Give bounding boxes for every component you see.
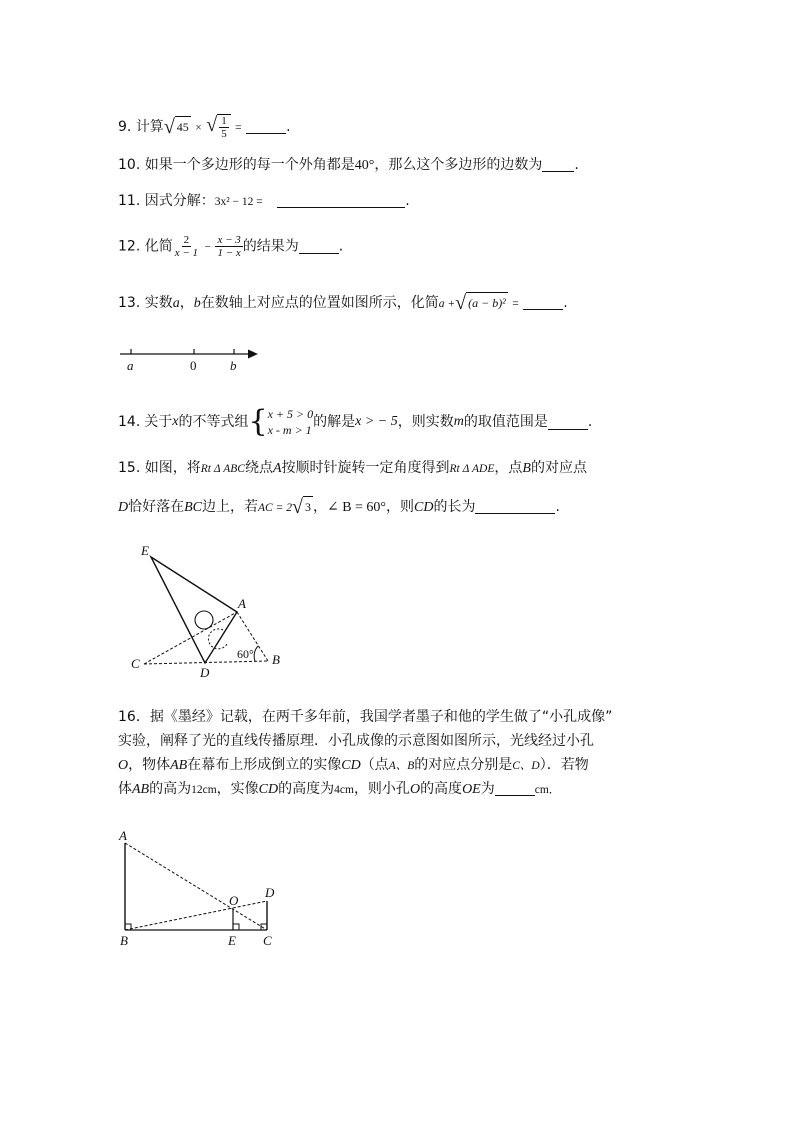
label-b: b xyxy=(230,358,237,373)
question-number: 12. xyxy=(118,238,141,255)
question-number: 9. xyxy=(118,119,132,135)
question-text-7: 为 xyxy=(480,781,495,797)
ray-bd xyxy=(125,901,267,930)
segment-oe: OE xyxy=(462,782,481,797)
var-m: m xyxy=(453,414,464,429)
segment-cd: CD xyxy=(414,500,434,515)
sqrt-one-fifth: √ $\frac{1}{5}$ xyxy=(206,114,230,140)
question-text: 化简 xyxy=(144,238,173,255)
unit-cm: cm． xyxy=(534,784,561,796)
question-15-line-2 xyxy=(118,496,560,518)
question-10 xyxy=(118,155,579,176)
question-text: 计算 xyxy=(135,119,164,135)
equals-sign: = xyxy=(512,298,519,310)
ray-ac xyxy=(125,843,267,930)
fraction-1: $\frac{2}{x - 1}$ xyxy=(174,234,199,259)
segment-ab: AB xyxy=(170,758,188,773)
question-text-4: ，点 xyxy=(494,460,523,476)
label-c: C xyxy=(131,656,140,671)
period: . xyxy=(587,414,593,430)
inequality-system: { x + 5 > 0 x - m > 1 xyxy=(248,404,314,439)
times-sign: × xyxy=(195,122,202,134)
label-e: E xyxy=(141,543,149,558)
answer-blank[interactable] xyxy=(277,193,405,208)
question-text-5: ）．若物 xyxy=(539,757,589,773)
point-d: D xyxy=(118,500,129,515)
sqrt-expression: √ (a − b)² xyxy=(455,292,506,314)
answer-blank[interactable] xyxy=(246,119,286,134)
question-12 xyxy=(118,234,343,259)
question-number: 11. xyxy=(118,193,141,209)
label-b: B xyxy=(272,652,280,667)
question-text-2: 的结果为 xyxy=(242,238,299,255)
angle-b-arc-icon xyxy=(254,646,258,661)
question-text-2: 在数轴上对应点的位置如图所示，化简 xyxy=(200,295,439,311)
question-text: 16．据《墨经》记载，在两千多年前，我国学者墨子和他的学生做了“小孔成像” xyxy=(118,709,613,725)
var-x: x xyxy=(172,414,179,429)
question-text: 恰好落在 xyxy=(128,499,185,515)
question-text: 体 xyxy=(118,781,132,797)
ac-value: AC = 2 xyxy=(258,502,292,514)
label-e: E xyxy=(228,933,236,948)
label-a: A xyxy=(119,828,127,843)
segment-ab: AB xyxy=(132,782,150,797)
period: . xyxy=(563,295,568,311)
label-a: A xyxy=(238,596,246,611)
question-text-5: 的取值范围是 xyxy=(463,414,548,430)
question-13 xyxy=(118,292,568,314)
point-o: O xyxy=(118,758,129,773)
question-text: ，物体 xyxy=(128,757,171,773)
solution: x > − 5 xyxy=(355,414,398,429)
segment-cd: CD xyxy=(341,758,361,773)
sqrt-45: √ 45 xyxy=(163,116,189,138)
label-b: B xyxy=(120,933,128,948)
question-text-2: 的高为 xyxy=(149,781,192,797)
angle-60-label: 60° xyxy=(237,647,254,661)
question-text: 关于 xyxy=(144,414,173,430)
question-text: 实验，阐释了光的直线传播原理．小孔成像的示意图如图所示，光线经过小孔 xyxy=(118,733,594,749)
question-text: 因式分解： xyxy=(144,193,215,209)
right-angle-e-icon xyxy=(233,924,239,930)
question-text-2: 的不等式组 xyxy=(178,414,249,430)
question-text-6: 的高度 xyxy=(420,781,463,797)
question-number: 14. xyxy=(118,414,141,430)
question-16-line-2 xyxy=(118,731,594,751)
question-text-4: 的高度为 xyxy=(278,781,335,797)
answer-blank[interactable] xyxy=(475,499,555,514)
points-ab: A、B xyxy=(388,760,415,772)
minus-sign: − xyxy=(204,241,211,254)
segment-bc: BC xyxy=(184,500,203,515)
question-15-line-1 xyxy=(118,458,587,479)
number-line-figure xyxy=(116,340,266,376)
period: . xyxy=(405,193,410,209)
question-text-3: 按顺时针旋转一定角度得到 xyxy=(281,460,450,476)
height-ab: 12cm xyxy=(191,784,217,796)
period: . xyxy=(286,119,291,135)
arrow-head-icon xyxy=(248,350,258,359)
triangle-abc: Rt Δ ABC xyxy=(200,463,245,475)
question-text-5: 的对应点 xyxy=(530,460,587,476)
question-16-line-1 xyxy=(118,707,612,727)
sqrt-3: √ 3 xyxy=(291,496,311,518)
answer-blank[interactable] xyxy=(495,781,535,796)
question-text-3: ，实像 xyxy=(216,781,259,797)
question-text-3: 的解是 xyxy=(313,414,356,430)
answer-blank[interactable] xyxy=(548,415,588,430)
var-a: a xyxy=(172,296,180,311)
height-cd: 4cm xyxy=(334,784,354,796)
comma: ， xyxy=(179,295,194,311)
question-text-2: 在幕布上形成倒立的实像 xyxy=(187,757,342,773)
rotation-triangle-figure xyxy=(128,540,288,680)
question-text-3: ，∠ B = 60°，则 xyxy=(312,500,415,515)
period: . xyxy=(338,238,344,255)
pinhole-camera-figure xyxy=(115,825,285,950)
angle-arc-icon xyxy=(195,611,213,629)
points-cd: C、D xyxy=(512,760,540,772)
label-c: C xyxy=(263,933,272,948)
question-text-2: 绕点 xyxy=(244,460,273,476)
question-9 xyxy=(118,114,291,140)
period: . xyxy=(574,157,579,173)
label-0: 0 xyxy=(190,358,197,373)
triangle-ade: Rt Δ ADE xyxy=(449,463,495,475)
question-text: 如果一个多边形的每一个外角都是 xyxy=(144,157,355,173)
expression-a: a + xyxy=(438,298,456,310)
question-text-4: ，则实数 xyxy=(397,414,454,430)
point-b: B xyxy=(522,461,531,476)
point-o: O xyxy=(409,782,421,797)
question-text: 实数 xyxy=(144,295,173,311)
question-text-4: 的对应点分别是 xyxy=(414,757,513,773)
label-d: D xyxy=(265,885,275,900)
question-text-2: 边上，若 xyxy=(202,499,259,515)
label-d: D xyxy=(200,665,210,680)
question-number: 10. xyxy=(118,157,141,173)
question-11 xyxy=(118,191,410,212)
var-b: b xyxy=(193,296,201,311)
label-a: a xyxy=(127,358,134,373)
question-14 xyxy=(118,402,592,442)
fraction-2: $\frac{x - 3}{1 - x}$ xyxy=(217,234,241,259)
question-text-5: ，则小孔 xyxy=(353,781,410,797)
question-text: 15. 如图，将 xyxy=(118,460,201,476)
question-16-line-4 xyxy=(118,779,560,800)
question-text-3: （点 xyxy=(360,757,389,773)
segment-cd: CD xyxy=(258,782,279,797)
equals-sign: = xyxy=(235,122,242,134)
angle-value: 40° xyxy=(354,158,375,173)
point-a: A xyxy=(272,461,282,476)
answer-blank[interactable] xyxy=(299,239,339,254)
question-16-line-3 xyxy=(118,755,589,776)
question-number: 13. xyxy=(118,295,141,311)
expression: 3x² − 12 = xyxy=(214,196,263,208)
label-o: O xyxy=(229,893,239,908)
answer-blank[interactable] xyxy=(523,295,563,310)
segment-ca xyxy=(144,612,237,664)
period: . xyxy=(555,499,560,515)
question-text-4: 的长为 xyxy=(433,499,476,515)
question-text-2: ，那么这个多边形的边数为 xyxy=(374,157,543,173)
answer-blank[interactable] xyxy=(542,157,574,172)
